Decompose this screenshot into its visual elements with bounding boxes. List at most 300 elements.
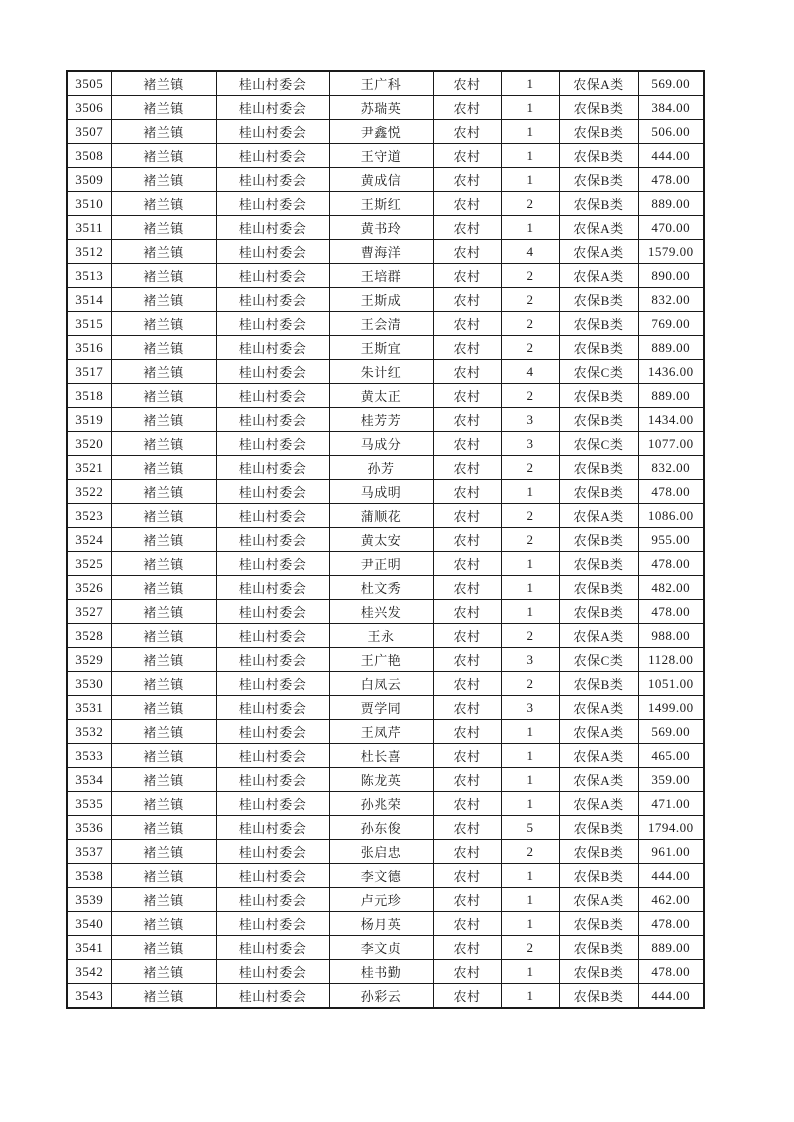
serial-cell: 3540	[67, 912, 111, 936]
name-cell: 杜文秀	[329, 576, 433, 600]
table-row	[67, 456, 704, 480]
town-cell: 褚兰镇	[111, 96, 216, 120]
type-cell: 农村	[433, 504, 501, 528]
table-row	[67, 168, 704, 192]
count-cell: 5	[501, 816, 559, 840]
type-cell: 农村	[433, 792, 501, 816]
table-row	[67, 912, 704, 936]
count-cell: 2	[501, 336, 559, 360]
town-cell: 褚兰镇	[111, 552, 216, 576]
amount-cell: 444.00	[638, 144, 704, 168]
town-cell: 褚兰镇	[111, 71, 216, 96]
name-cell: 卢元珍	[329, 888, 433, 912]
category-cell: 农保A类	[559, 240, 638, 264]
count-cell: 1	[501, 888, 559, 912]
village-cell: 桂山村委会	[216, 792, 329, 816]
amount-cell: 478.00	[638, 552, 704, 576]
town-cell: 褚兰镇	[111, 840, 216, 864]
count-cell: 2	[501, 288, 559, 312]
type-cell: 农村	[433, 984, 501, 1009]
count-cell: 2	[501, 672, 559, 696]
type-cell: 农村	[433, 912, 501, 936]
name-cell: 李文贞	[329, 936, 433, 960]
table-row	[67, 480, 704, 504]
town-cell: 褚兰镇	[111, 576, 216, 600]
category-cell: 农保B类	[559, 840, 638, 864]
town-cell: 褚兰镇	[111, 240, 216, 264]
category-cell: 农保B类	[559, 288, 638, 312]
serial-cell: 3543	[67, 984, 111, 1009]
table-row	[67, 984, 704, 1009]
town-cell: 褚兰镇	[111, 216, 216, 240]
village-cell: 桂山村委会	[216, 456, 329, 480]
name-cell: 陈龙英	[329, 768, 433, 792]
village-cell: 桂山村委会	[216, 504, 329, 528]
type-cell: 农村	[433, 144, 501, 168]
village-cell: 桂山村委会	[216, 384, 329, 408]
amount-cell: 482.00	[638, 576, 704, 600]
serial-cell: 3535	[67, 792, 111, 816]
serial-cell: 3516	[67, 336, 111, 360]
serial-cell: 3538	[67, 864, 111, 888]
count-cell: 2	[501, 840, 559, 864]
amount-cell: 471.00	[638, 792, 704, 816]
type-cell: 农村	[433, 264, 501, 288]
amount-cell: 465.00	[638, 744, 704, 768]
category-cell: 农保B类	[559, 816, 638, 840]
type-cell: 农村	[433, 696, 501, 720]
serial-cell: 3506	[67, 96, 111, 120]
count-cell: 1	[501, 984, 559, 1009]
amount-cell: 988.00	[638, 624, 704, 648]
town-cell: 褚兰镇	[111, 456, 216, 480]
village-cell: 桂山村委会	[216, 408, 329, 432]
category-cell: 农保C类	[559, 360, 638, 384]
village-cell: 桂山村委会	[216, 768, 329, 792]
town-cell: 褚兰镇	[111, 600, 216, 624]
table-row	[67, 696, 704, 720]
village-cell: 桂山村委会	[216, 960, 329, 984]
name-cell: 孙东俊	[329, 816, 433, 840]
amount-cell: 889.00	[638, 336, 704, 360]
type-cell: 农村	[433, 168, 501, 192]
town-cell: 褚兰镇	[111, 144, 216, 168]
table-row	[67, 552, 704, 576]
count-cell: 1	[501, 576, 559, 600]
table-row	[67, 216, 704, 240]
category-cell: 农保B类	[559, 936, 638, 960]
type-cell: 农村	[433, 480, 501, 504]
type-cell: 农村	[433, 336, 501, 360]
name-cell: 杜长喜	[329, 744, 433, 768]
table-row	[67, 504, 704, 528]
town-cell: 褚兰镇	[111, 528, 216, 552]
serial-cell: 3539	[67, 888, 111, 912]
category-cell: 农保C类	[559, 648, 638, 672]
type-cell: 农村	[433, 312, 501, 336]
village-cell: 桂山村委会	[216, 720, 329, 744]
village-cell: 桂山村委会	[216, 432, 329, 456]
village-cell: 桂山村委会	[216, 71, 329, 96]
village-cell: 桂山村委会	[216, 936, 329, 960]
name-cell: 王斯宜	[329, 336, 433, 360]
amount-cell: 1434.00	[638, 408, 704, 432]
category-cell: 农保B类	[559, 336, 638, 360]
name-cell: 朱计红	[329, 360, 433, 384]
town-cell: 褚兰镇	[111, 168, 216, 192]
type-cell: 农村	[433, 192, 501, 216]
serial-cell: 3508	[67, 144, 111, 168]
name-cell: 王守道	[329, 144, 433, 168]
type-cell: 农村	[433, 936, 501, 960]
village-cell: 桂山村委会	[216, 624, 329, 648]
amount-cell: 832.00	[638, 456, 704, 480]
village-cell: 桂山村委会	[216, 552, 329, 576]
village-cell: 桂山村委会	[216, 120, 329, 144]
amount-cell: 569.00	[638, 720, 704, 744]
name-cell: 孙兆荣	[329, 792, 433, 816]
count-cell: 1	[501, 96, 559, 120]
category-cell: 农保B类	[559, 168, 638, 192]
village-cell: 桂山村委会	[216, 840, 329, 864]
count-cell: 2	[501, 504, 559, 528]
village-cell: 桂山村委会	[216, 360, 329, 384]
category-cell: 农保A类	[559, 624, 638, 648]
serial-cell: 3529	[67, 648, 111, 672]
amount-cell: 961.00	[638, 840, 704, 864]
category-cell: 农保B类	[559, 960, 638, 984]
type-cell: 农村	[433, 71, 501, 96]
town-cell: 褚兰镇	[111, 264, 216, 288]
category-cell: 农保A类	[559, 696, 638, 720]
amount-cell: 889.00	[638, 384, 704, 408]
type-cell: 农村	[433, 552, 501, 576]
serial-cell: 3512	[67, 240, 111, 264]
table-row	[67, 576, 704, 600]
count-cell: 1	[501, 744, 559, 768]
village-cell: 桂山村委会	[216, 912, 329, 936]
type-cell: 农村	[433, 120, 501, 144]
name-cell: 孙芳	[329, 456, 433, 480]
village-cell: 桂山村委会	[216, 144, 329, 168]
village-cell: 桂山村委会	[216, 648, 329, 672]
serial-cell: 3517	[67, 360, 111, 384]
category-cell: 农保B类	[559, 192, 638, 216]
table-row	[67, 432, 704, 456]
count-cell: 3	[501, 432, 559, 456]
village-cell: 桂山村委会	[216, 600, 329, 624]
amount-cell: 462.00	[638, 888, 704, 912]
town-cell: 褚兰镇	[111, 864, 216, 888]
serial-cell: 3507	[67, 120, 111, 144]
town-cell: 褚兰镇	[111, 360, 216, 384]
amount-cell: 470.00	[638, 216, 704, 240]
name-cell: 白凤云	[329, 672, 433, 696]
category-cell: 农保B类	[559, 96, 638, 120]
type-cell: 农村	[433, 864, 501, 888]
table-row	[67, 720, 704, 744]
name-cell: 王永	[329, 624, 433, 648]
amount-cell: 478.00	[638, 480, 704, 504]
serial-cell: 3510	[67, 192, 111, 216]
name-cell: 黄书玲	[329, 216, 433, 240]
serial-cell: 3505	[67, 71, 111, 96]
count-cell: 1	[501, 216, 559, 240]
amount-cell: 478.00	[638, 912, 704, 936]
name-cell: 蒲顺花	[329, 504, 433, 528]
count-cell: 1	[501, 600, 559, 624]
amount-cell: 769.00	[638, 312, 704, 336]
count-cell: 1	[501, 792, 559, 816]
name-cell: 王广艳	[329, 648, 433, 672]
count-cell: 1	[501, 552, 559, 576]
village-cell: 桂山村委会	[216, 96, 329, 120]
name-cell: 王斯红	[329, 192, 433, 216]
serial-cell: 3537	[67, 840, 111, 864]
town-cell: 褚兰镇	[111, 696, 216, 720]
town-cell: 褚兰镇	[111, 744, 216, 768]
name-cell: 王广科	[329, 71, 433, 96]
village-cell: 桂山村委会	[216, 264, 329, 288]
amount-cell: 478.00	[638, 960, 704, 984]
town-cell: 褚兰镇	[111, 408, 216, 432]
count-cell: 1	[501, 480, 559, 504]
village-cell: 桂山村委会	[216, 528, 329, 552]
serial-cell: 3525	[67, 552, 111, 576]
village-cell: 桂山村委会	[216, 312, 329, 336]
town-cell: 褚兰镇	[111, 648, 216, 672]
village-cell: 桂山村委会	[216, 816, 329, 840]
table-row	[67, 768, 704, 792]
category-cell: 农保B类	[559, 408, 638, 432]
count-cell: 2	[501, 624, 559, 648]
town-cell: 褚兰镇	[111, 672, 216, 696]
town-cell: 褚兰镇	[111, 384, 216, 408]
serial-cell: 3509	[67, 168, 111, 192]
name-cell: 李文德	[329, 864, 433, 888]
table-row	[67, 120, 704, 144]
count-cell: 2	[501, 312, 559, 336]
table-row	[67, 528, 704, 552]
serial-cell: 3530	[67, 672, 111, 696]
type-cell: 农村	[433, 288, 501, 312]
town-cell: 褚兰镇	[111, 432, 216, 456]
serial-cell: 3511	[67, 216, 111, 240]
category-cell: 农保B类	[559, 552, 638, 576]
village-cell: 桂山村委会	[216, 216, 329, 240]
serial-cell: 3513	[67, 264, 111, 288]
amount-cell: 359.00	[638, 768, 704, 792]
type-cell: 农村	[433, 840, 501, 864]
type-cell: 农村	[433, 384, 501, 408]
serial-cell: 3526	[67, 576, 111, 600]
table-row	[67, 312, 704, 336]
town-cell: 褚兰镇	[111, 888, 216, 912]
village-cell: 桂山村委会	[216, 984, 329, 1009]
amount-cell: 478.00	[638, 600, 704, 624]
village-cell: 桂山村委会	[216, 576, 329, 600]
category-cell: 农保A类	[559, 768, 638, 792]
amount-cell: 1499.00	[638, 696, 704, 720]
amount-cell: 889.00	[638, 936, 704, 960]
amount-cell: 1077.00	[638, 432, 704, 456]
table-row	[67, 408, 704, 432]
type-cell: 农村	[433, 360, 501, 384]
table-row	[67, 192, 704, 216]
name-cell: 杨月英	[329, 912, 433, 936]
category-cell: 农保B类	[559, 912, 638, 936]
serial-cell: 3533	[67, 744, 111, 768]
serial-cell: 3536	[67, 816, 111, 840]
town-cell: 褚兰镇	[111, 792, 216, 816]
name-cell: 尹正明	[329, 552, 433, 576]
category-cell: 农保B类	[559, 984, 638, 1009]
count-cell: 2	[501, 264, 559, 288]
town-cell: 褚兰镇	[111, 720, 216, 744]
town-cell: 褚兰镇	[111, 312, 216, 336]
count-cell: 3	[501, 408, 559, 432]
type-cell: 农村	[433, 240, 501, 264]
name-cell: 黄太正	[329, 384, 433, 408]
type-cell: 农村	[433, 624, 501, 648]
serial-cell: 3518	[67, 384, 111, 408]
name-cell: 黄成信	[329, 168, 433, 192]
count-cell: 1	[501, 960, 559, 984]
serial-cell: 3519	[67, 408, 111, 432]
amount-cell: 444.00	[638, 864, 704, 888]
amount-cell: 890.00	[638, 264, 704, 288]
table-row	[67, 360, 704, 384]
category-cell: 农保A类	[559, 504, 638, 528]
type-cell: 农村	[433, 456, 501, 480]
table-row	[67, 792, 704, 816]
type-cell: 农村	[433, 216, 501, 240]
village-cell: 桂山村委会	[216, 240, 329, 264]
table-row	[67, 864, 704, 888]
category-cell: 农保A类	[559, 888, 638, 912]
town-cell: 褚兰镇	[111, 192, 216, 216]
table-body	[67, 71, 704, 1008]
count-cell: 3	[501, 696, 559, 720]
amount-cell: 569.00	[638, 71, 704, 96]
category-cell: 农保A类	[559, 216, 638, 240]
type-cell: 农村	[433, 744, 501, 768]
name-cell: 黄太安	[329, 528, 433, 552]
count-cell: 1	[501, 912, 559, 936]
name-cell: 张启忠	[329, 840, 433, 864]
amount-cell: 478.00	[638, 168, 704, 192]
serial-cell: 3522	[67, 480, 111, 504]
name-cell: 马成明	[329, 480, 433, 504]
table-row	[67, 840, 704, 864]
count-cell: 1	[501, 144, 559, 168]
type-cell: 农村	[433, 600, 501, 624]
table-row	[67, 936, 704, 960]
count-cell: 2	[501, 384, 559, 408]
type-cell: 农村	[433, 816, 501, 840]
town-cell: 褚兰镇	[111, 960, 216, 984]
town-cell: 褚兰镇	[111, 288, 216, 312]
name-cell: 王会清	[329, 312, 433, 336]
village-cell: 桂山村委会	[216, 864, 329, 888]
type-cell: 农村	[433, 408, 501, 432]
serial-cell: 3534	[67, 768, 111, 792]
serial-cell: 3542	[67, 960, 111, 984]
name-cell: 桂书勤	[329, 960, 433, 984]
village-cell: 桂山村委会	[216, 480, 329, 504]
benefits-table	[66, 70, 705, 1009]
town-cell: 褚兰镇	[111, 912, 216, 936]
count-cell: 1	[501, 768, 559, 792]
name-cell: 马成分	[329, 432, 433, 456]
table-row	[67, 600, 704, 624]
serial-cell: 3532	[67, 720, 111, 744]
name-cell: 王凤芹	[329, 720, 433, 744]
table-row	[67, 240, 704, 264]
category-cell: 农保B类	[559, 672, 638, 696]
category-cell: 农保B类	[559, 144, 638, 168]
category-cell: 农保A类	[559, 264, 638, 288]
count-cell: 2	[501, 192, 559, 216]
type-cell: 农村	[433, 888, 501, 912]
amount-cell: 1051.00	[638, 672, 704, 696]
count-cell: 2	[501, 528, 559, 552]
table-row	[67, 288, 704, 312]
village-cell: 桂山村委会	[216, 696, 329, 720]
amount-cell: 384.00	[638, 96, 704, 120]
name-cell: 王斯成	[329, 288, 433, 312]
village-cell: 桂山村委会	[216, 336, 329, 360]
serial-cell: 3521	[67, 456, 111, 480]
town-cell: 褚兰镇	[111, 120, 216, 144]
name-cell: 苏瑞英	[329, 96, 433, 120]
type-cell: 农村	[433, 432, 501, 456]
serial-cell: 3541	[67, 936, 111, 960]
amount-cell: 889.00	[638, 192, 704, 216]
category-cell: 农保A类	[559, 720, 638, 744]
village-cell: 桂山村委会	[216, 288, 329, 312]
category-cell: 农保B类	[559, 600, 638, 624]
count-cell: 2	[501, 936, 559, 960]
table-row	[67, 144, 704, 168]
town-cell: 褚兰镇	[111, 936, 216, 960]
table-row	[67, 624, 704, 648]
town-cell: 褚兰镇	[111, 768, 216, 792]
type-cell: 农村	[433, 96, 501, 120]
serial-cell: 3514	[67, 288, 111, 312]
count-cell: 1	[501, 864, 559, 888]
serial-cell: 3528	[67, 624, 111, 648]
serial-cell: 3531	[67, 696, 111, 720]
category-cell: 农保B类	[559, 576, 638, 600]
category-cell: 农保B类	[559, 480, 638, 504]
table-row	[67, 264, 704, 288]
table-row	[67, 888, 704, 912]
category-cell: 农保B类	[559, 528, 638, 552]
count-cell: 1	[501, 168, 559, 192]
village-cell: 桂山村委会	[216, 888, 329, 912]
category-cell: 农保A类	[559, 71, 638, 96]
table-row	[67, 816, 704, 840]
serial-cell: 3523	[67, 504, 111, 528]
serial-cell: 3520	[67, 432, 111, 456]
category-cell: 农保B类	[559, 312, 638, 336]
type-cell: 农村	[433, 648, 501, 672]
town-cell: 褚兰镇	[111, 480, 216, 504]
table-row	[67, 672, 704, 696]
village-cell: 桂山村委会	[216, 192, 329, 216]
type-cell: 农村	[433, 576, 501, 600]
